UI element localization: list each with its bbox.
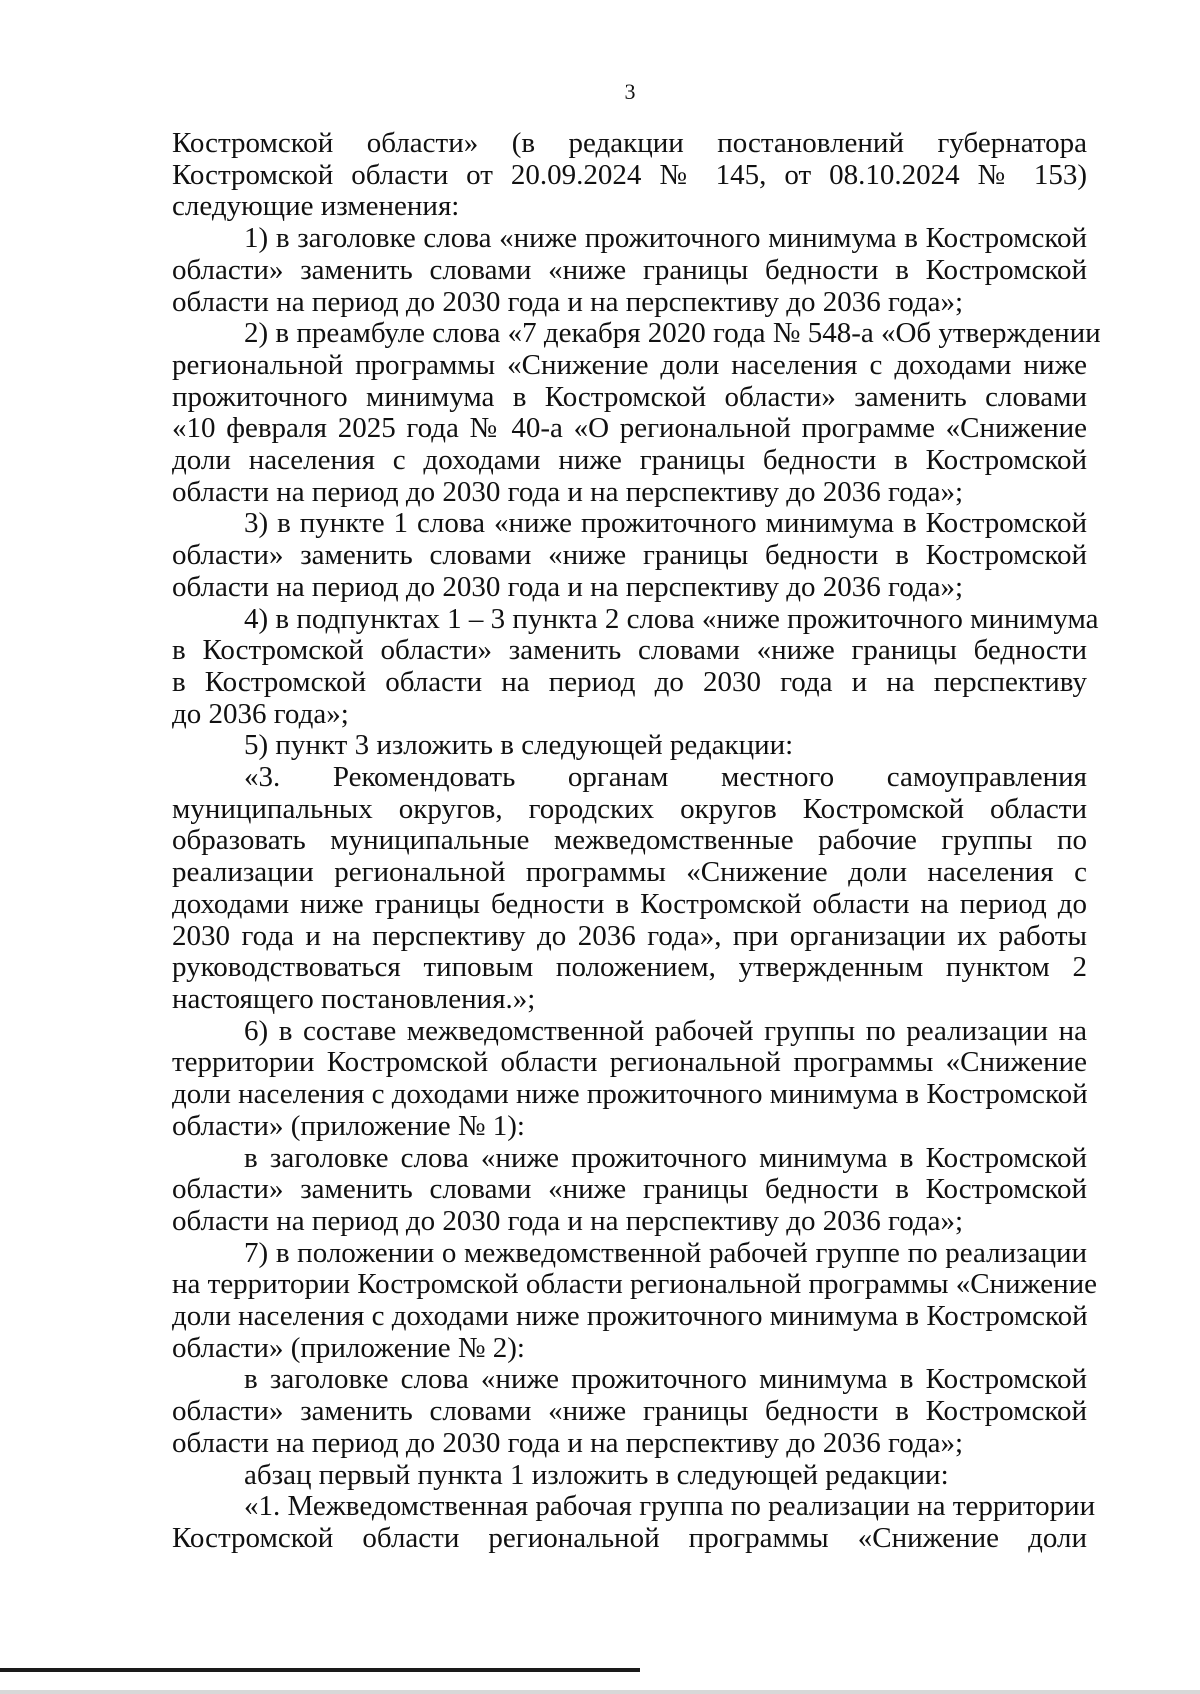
text-line: до 2036 года»; [172, 697, 349, 730]
paragraph [172, 1143, 1087, 1238]
text-line: доли населения с доходами ниже границы бедности в Костромской [172, 444, 1087, 477]
text-line: области на период до 2030 года и на перспективу до 2036 года»; [172, 475, 964, 508]
paragraph [172, 508, 1087, 603]
text-line: территории Костромской области региональной программы «Снижение [172, 1046, 1087, 1079]
text-line: области на период до 2030 года и на перспективу до 2036 года»; [172, 1426, 964, 1459]
text-line: прожиточного минимума в Костромской области» заменить словами [172, 380, 1087, 413]
text-line: образовать муниципальные межведомственные рабочие группы по [172, 824, 1087, 857]
text-line: области на период до 2030 года и на перспективу до 2036 года»; [172, 570, 964, 603]
text-line: Костромской области от 20.09.2024 № 145, от 08.10.2024 № 153) [172, 158, 1087, 191]
text-line: в Костромской области» заменить словами «ниже границы бедности [172, 634, 1087, 667]
text-line: 7) в положении о межведомственной рабочей группе по реализации [244, 1236, 1087, 1269]
text-line: области» заменить словами «ниже границы бедности в Костромской [172, 539, 1087, 572]
text-line: в Костромской области на период до 2030 года и на перспективу [172, 665, 1087, 698]
paragraph [172, 1016, 1087, 1143]
text-line: доли населения с доходами ниже прожиточного минимума в Костромской [172, 1078, 1088, 1111]
text-line: 1) в заголовке слова «ниже прожиточного минимума в Костромской [244, 222, 1087, 255]
text-line: области на период до 2030 года и на перспективу до 2036 года»; [172, 285, 964, 318]
text-line: 6) в составе межведомственной рабочей группы по реализации на [244, 1014, 1087, 1047]
text-line: «10 февраля 2025 года № 40-а «О региональной программе «Снижение [172, 412, 1087, 445]
text-line: руководствоваться типовым положением, утвержденным пунктом 2 [172, 951, 1087, 984]
paragraph [172, 730, 1087, 762]
text-line: настоящего постановления.»; [172, 982, 536, 1015]
paragraph [172, 1236, 1098, 1365]
text-line: 5) пункт 3 изложить в следующей редакции: [244, 729, 794, 762]
text-line: реализации региональной программы «Снижение доли населения с [172, 856, 1087, 889]
text-line: области» заменить словами «ниже границы бедности в Костромской [172, 1395, 1087, 1428]
paragraph [172, 128, 1087, 223]
paragraph [172, 762, 1087, 1016]
document-body [172, 127, 1101, 1555]
text-line: региональной программы «Снижение доли населения с доходами ниже [172, 348, 1087, 381]
text-line: «3. Рекомендовать органам местного самоуправления [244, 761, 1087, 794]
text-line: доли населения с доходами ниже прожиточного минимума в Костромской [172, 1300, 1088, 1333]
text-line: доходами ниже границы бедности в Костромской области на период до [172, 887, 1087, 920]
text-line: области» (приложение № 2): [172, 1331, 525, 1364]
text-line: «1. Межведомственная рабочая группа по реализации на территории [244, 1490, 1096, 1523]
text-line: области» (приложение № 1): [172, 1109, 525, 1142]
paragraph [172, 1490, 1096, 1554]
text-line: абзац первый пункта 1 изложить в следующей редакции: [244, 1458, 949, 1491]
text-line: 2030 года и на перспективу до 2036 года», при организации их работы [172, 919, 1087, 952]
paragraph [172, 1460, 1087, 1492]
text-line: в заголовке слова «ниже прожиточного минимума в Костромской [244, 1141, 1087, 1174]
page-number: 3 [624, 79, 636, 104]
text-line: муниципальных округов, городских округов Костромской области [172, 792, 1087, 825]
paragraph [172, 602, 1099, 731]
scan-edge-shadow [0, 1690, 1200, 1694]
text-line: 3) в пункте 1 слова «ниже прожиточного минимума в Костромской [244, 507, 1087, 540]
scan-edge-mark [0, 1668, 640, 1672]
text-line: Костромской области» (в редакции постановлений губернатора [172, 127, 1087, 159]
text-line: на территории Костромской области региональной программы «Снижение [172, 1268, 1098, 1301]
text-line: в заголовке слова «ниже прожиточного минимума в Костромской [244, 1363, 1087, 1396]
text-line: Костромской области региональной программы «Снижение доли [172, 1521, 1087, 1554]
text-line: области» заменить словами «ниже границы бедности в Костромской [172, 1173, 1087, 1206]
text-line: 4) в подпунктах 1 – 3 пункта 2 слова «ниже прожиточного минимума [244, 602, 1099, 635]
paragraph [172, 317, 1101, 508]
paragraph [172, 223, 1087, 318]
text-line: области на период до 2030 года и на перспективу до 2036 года»; [172, 1204, 964, 1237]
paragraph [172, 1364, 1087, 1459]
text-line: следующие изменения: [172, 190, 460, 223]
text-line: 2) в преамбуле слова «7 декабря 2020 года № 548-а «Об утверждении [244, 317, 1101, 350]
text-line: области» заменить словами «ниже границы бедности в Костромской [172, 253, 1087, 286]
